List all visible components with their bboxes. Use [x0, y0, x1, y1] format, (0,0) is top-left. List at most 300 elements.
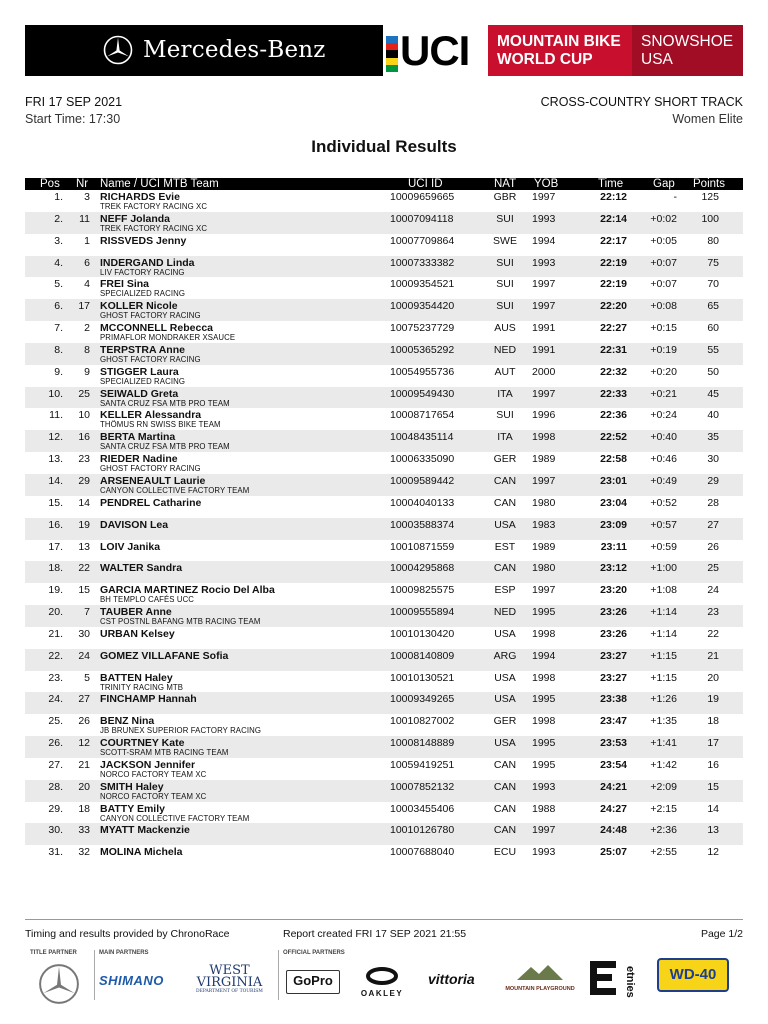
year-of-birth: 1997	[532, 387, 556, 400]
race-time: 23:27	[600, 671, 627, 684]
time-gap: +1:15	[650, 671, 677, 684]
uci-id: 10008717654	[390, 409, 455, 422]
race-time: 23:27	[600, 649, 627, 662]
points: 26	[707, 540, 719, 553]
col-nat: NAT	[494, 178, 517, 190]
points: 50	[707, 365, 719, 378]
uci-id: 10004040133	[390, 496, 455, 509]
table-row	[25, 190, 743, 212]
uci-id: 10008148889	[390, 737, 455, 750]
rider-name: FINCHAMP Hannah	[100, 693, 197, 706]
result-nr: 2	[84, 322, 90, 335]
result-nr: 14	[78, 496, 90, 509]
rider-team: PRIMAFLOR MONDRAKER XSAUCE	[100, 333, 236, 343]
uci-id: 10010130420	[390, 627, 455, 640]
nationality: CAN	[493, 758, 517, 771]
rider-name: BENZ Nina	[100, 715, 155, 728]
nationality: USA	[494, 518, 516, 531]
rider-team: SCOTT-SRAM MTB RACING TEAM	[100, 748, 229, 758]
points: 65	[707, 300, 719, 313]
race-time: 22:12	[600, 191, 627, 203]
nationality: AUT	[494, 365, 516, 378]
rider-name: BERTA Martina	[100, 431, 176, 444]
time-gap: +2:09	[650, 780, 677, 793]
race-time: 22:27	[600, 322, 627, 335]
race-date: FRI 17 SEP 2021	[25, 95, 123, 109]
race-time: 24:21	[600, 780, 627, 793]
result-pos: 21.	[48, 627, 63, 640]
table-row	[25, 452, 743, 474]
points: 17	[707, 737, 719, 750]
race-time: 24:27	[600, 802, 627, 815]
result-nr: 7	[84, 606, 90, 619]
points: 23	[707, 606, 719, 619]
wd40-logo: WD-40	[657, 958, 729, 992]
result-pos: 24.	[48, 693, 63, 706]
race-time: 24:48	[600, 824, 627, 837]
table-row	[25, 430, 743, 452]
nationality: GER	[493, 715, 517, 728]
points: 29	[707, 474, 719, 487]
time-gap: +0:15	[650, 322, 677, 335]
nationality: USA	[494, 671, 516, 684]
rider-team: GHOST FACTORY RACING	[100, 354, 201, 364]
rider-name: FREI Sina	[100, 278, 150, 291]
points: 14	[707, 802, 719, 815]
year-of-birth: 1995	[532, 693, 556, 706]
table-row	[25, 408, 743, 430]
year-of-birth: 1993	[532, 212, 556, 225]
table-row	[25, 627, 743, 649]
uci-id: 10075237729	[390, 322, 455, 335]
race-time: 23:12	[600, 562, 627, 575]
points: 100	[701, 212, 719, 225]
points: 22	[707, 627, 719, 640]
uci-id: 10010827002	[390, 715, 455, 728]
mercedes-benz-wordmark: Mercedes-Benz	[143, 37, 326, 63]
gopro-logo: GoPro	[286, 970, 340, 994]
result-pos: 19.	[48, 584, 63, 597]
nationality: AUS	[494, 322, 516, 335]
rider-team: NORCO FACTORY TEAM XC	[100, 769, 207, 779]
uci-id: 10009349265	[390, 693, 455, 706]
result-pos: 13.	[48, 453, 63, 466]
rider-name: TAUBER Anne	[100, 606, 172, 619]
year-of-birth: 1989	[532, 540, 556, 553]
nationality: CAN	[493, 562, 517, 575]
result-pos: 10.	[48, 387, 63, 400]
result-pos: 1.	[54, 191, 63, 203]
mercedes-star-partner-icon	[38, 963, 80, 1005]
oakley-ellipse-icon	[365, 967, 399, 985]
result-pos: 15.	[48, 496, 63, 509]
result-pos: 29.	[48, 802, 63, 815]
result-pos: 8.	[54, 343, 63, 356]
rider-team: NORCO FACTORY TEAM XC	[100, 791, 207, 801]
race-time: 22:19	[600, 256, 627, 269]
result-nr: 9	[84, 365, 90, 378]
time-gap: +2:36	[650, 824, 677, 837]
result-pos: 6.	[54, 300, 63, 313]
result-nr: 16	[78, 431, 90, 444]
table-row	[25, 540, 743, 562]
result-pos: 2.	[54, 212, 63, 225]
rider-name: URBAN Kelsey	[100, 627, 175, 640]
rider-team: LIV FACTORY RACING	[100, 267, 185, 277]
rider-name: BATTY Emily	[100, 802, 165, 815]
race-time: 23:26	[600, 606, 627, 619]
rider-name: RICHARDS Evie	[100, 191, 180, 203]
nationality: GBR	[493, 191, 517, 203]
rider-team: THÖMUS RN SWISS BIKE TEAM	[100, 420, 221, 430]
result-pos: 28.	[48, 780, 63, 793]
points: 125	[701, 191, 719, 203]
race-time: 23:04	[600, 496, 627, 509]
rider-name: SEIWALD Greta	[100, 387, 179, 400]
result-nr: 15	[78, 584, 90, 597]
points: 12	[707, 846, 719, 859]
points: 24	[707, 584, 719, 597]
result-nr: 21	[78, 758, 90, 771]
year-of-birth: 2000	[532, 365, 556, 378]
mountain-icon	[515, 963, 565, 981]
rider-team: SPECIALIZED RACING	[100, 376, 185, 386]
uci-id: 10007709864	[390, 234, 455, 247]
nationality: NED	[493, 343, 517, 356]
rider-name: MYATT Mackenzie	[100, 824, 190, 837]
year-of-birth: 1997	[532, 278, 556, 291]
table-row	[25, 692, 743, 714]
nationality: SWE	[493, 234, 517, 247]
uci-id: 10009354521	[390, 278, 455, 291]
points: 35	[707, 431, 719, 444]
result-nr: 8	[84, 343, 90, 356]
table-row	[25, 496, 743, 518]
nationality: SUI	[496, 409, 514, 422]
time-gap: +0:21	[650, 387, 677, 400]
results-table-header	[25, 178, 743, 190]
uci-id: 10006335090	[390, 453, 455, 466]
race-time: 22:20	[600, 300, 627, 313]
table-row	[25, 671, 743, 693]
nationality: CAN	[493, 780, 517, 793]
rider-name: MOLINA Michela	[100, 846, 183, 859]
rider-team: JB BRUNEX SUPERIOR FACTORY RACING	[100, 726, 262, 736]
rider-name: SMITH Haley	[100, 780, 164, 793]
year-of-birth: 1989	[532, 453, 556, 466]
race-time: 23:01	[600, 474, 627, 487]
uci-id: 10007333382	[390, 256, 455, 269]
time-gap: +1:35	[650, 715, 677, 728]
time-gap: +0:19	[650, 343, 677, 356]
uci-id: 10007852132	[390, 780, 455, 793]
result-nr: 19	[78, 518, 90, 531]
time-gap: +0:46	[650, 453, 677, 466]
table-row	[25, 365, 743, 387]
table-row	[25, 605, 743, 627]
result-pos: 3.	[54, 234, 63, 247]
race-time: 22:17	[600, 234, 627, 247]
year-of-birth: 1993	[532, 256, 556, 269]
result-pos: 11.	[49, 409, 63, 422]
time-gap: +0:07	[650, 256, 677, 269]
nationality: ITA	[497, 387, 513, 400]
time-gap: +2:55	[650, 846, 677, 859]
table-row	[25, 758, 743, 780]
result-pos: 18.	[48, 562, 63, 575]
shimano-logo: SHIMANO	[99, 973, 164, 988]
points: 25	[707, 562, 719, 575]
rider-name: TERPSTRA Anne	[100, 343, 185, 356]
race-time: 23:09	[600, 518, 627, 531]
nationality: USA	[494, 693, 516, 706]
uci-id: 10010871559	[390, 540, 455, 553]
table-row	[25, 780, 743, 802]
race-time: 22:19	[600, 278, 627, 291]
table-row	[25, 845, 743, 867]
uci-id: 10009825575	[390, 584, 455, 597]
rider-name: DAVISON Lea	[100, 518, 169, 531]
race-time: 22:36	[600, 409, 627, 422]
table-row	[25, 387, 743, 409]
result-pos: 7.	[54, 322, 63, 335]
table-row	[25, 802, 743, 824]
time-gap: +0:40	[650, 431, 677, 444]
points: 16	[707, 758, 719, 771]
rider-team: SANTA CRUZ FSA MTB PRO TEAM	[100, 398, 230, 408]
nationality: USA	[494, 627, 516, 640]
result-nr: 26	[78, 715, 90, 728]
race-time: 22:52	[600, 431, 627, 444]
table-row	[25, 561, 743, 583]
col-gap: Gap	[653, 178, 675, 190]
result-nr: 22	[78, 562, 90, 575]
points: 55	[707, 343, 719, 356]
year-of-birth: 1991	[532, 322, 556, 335]
main-partners-label: MAIN PARTNERS	[99, 950, 149, 956]
west-virginia-logo: WEST VIRGINIA DEPARTMENT OF TOURISM	[196, 963, 263, 994]
result-nr: 29	[78, 474, 90, 487]
time-gap: +0:07	[650, 278, 677, 291]
points: 20	[707, 671, 719, 684]
result-pos: 25.	[48, 715, 63, 728]
points: 45	[707, 387, 719, 400]
rider-name: KELLER Alessandra	[100, 409, 202, 422]
rider-name: NEFF Jolanda	[100, 212, 171, 225]
nationality: SUI	[496, 212, 514, 225]
time-gap: +0:24	[650, 409, 677, 422]
col-yob: YOB	[534, 178, 559, 190]
rider-team: TREK FACTORY RACING XC	[100, 223, 208, 233]
uci-rainbow-stripes	[386, 36, 398, 72]
rider-name: KOLLER Nicole	[100, 300, 178, 313]
race-time: 23:53	[600, 737, 627, 750]
result-pos: 30.	[48, 824, 63, 837]
table-row	[25, 321, 743, 343]
race-time: 23:20	[600, 584, 627, 597]
nationality: ESP	[494, 584, 516, 597]
year-of-birth: 1995	[532, 606, 556, 619]
time-gap: +0:05	[650, 234, 677, 247]
points: 80	[707, 234, 719, 247]
uci-id: 10003455406	[390, 802, 455, 815]
table-row	[25, 212, 743, 234]
table-row	[25, 823, 743, 845]
rider-name: GOMEZ VILLAFANE Sofia	[100, 649, 229, 662]
race-discipline: CROSS-COUNTRY SHORT TRACK	[540, 95, 743, 109]
uci-id: 10048435114	[390, 431, 454, 444]
etnies-e-logo	[590, 961, 616, 995]
points: 27	[707, 518, 719, 531]
result-nr: 32	[78, 846, 90, 859]
result-nr: 1	[84, 234, 90, 247]
table-row	[25, 518, 743, 540]
col-nr: Nr	[76, 178, 89, 190]
rider-team: GHOST FACTORY RACING	[100, 464, 201, 474]
race-time: 22:14	[600, 212, 627, 225]
result-nr: 33	[78, 824, 90, 837]
page-number: Page 1/2	[700, 928, 743, 940]
col-uci-id: UCI ID	[408, 178, 443, 190]
rider-team: CST POSTNL BAFANG MTB RACING TEAM	[100, 617, 261, 627]
points: 28	[707, 496, 719, 509]
rider-team: BH TEMPLO CAFÉS UCC	[100, 595, 195, 605]
nationality: ECU	[493, 846, 517, 859]
uci-id: 10009659665	[390, 191, 455, 203]
points: 13	[707, 824, 719, 837]
rider-name: JACKSON Jennifer	[100, 758, 196, 771]
year-of-birth: 1997	[532, 300, 556, 313]
report-created: Report created FRI 17 SEP 2021 21:55	[283, 928, 467, 940]
time-gap: +1:14	[650, 606, 677, 619]
table-row	[25, 714, 743, 736]
rider-name: BATTEN Haley	[100, 671, 173, 684]
rider-name: PENDREL Catharine	[100, 496, 202, 509]
uci-id: 10007094118	[390, 212, 454, 225]
results-table	[25, 190, 743, 867]
time-gap: +0:20	[650, 365, 677, 378]
time-gap: +0:49	[650, 474, 677, 487]
result-pos: 23.	[48, 671, 63, 684]
timing-credit: Timing and results provided by ChronoRace	[25, 928, 230, 940]
year-of-birth: 1988	[532, 802, 556, 815]
time-gap: +0:59	[650, 540, 677, 553]
year-of-birth: 1994	[532, 234, 556, 247]
race-category: Women Elite	[672, 112, 743, 126]
uci-id: 10009589442	[390, 474, 455, 487]
rider-name: COURTNEY Kate	[100, 737, 185, 750]
uci-id: 10004295868	[390, 562, 455, 575]
result-pos: 27.	[48, 758, 63, 771]
year-of-birth: 1996	[532, 409, 556, 422]
table-row	[25, 583, 743, 605]
rider-name: INDERGAND Linda	[100, 256, 195, 269]
year-of-birth: 1995	[532, 737, 556, 750]
year-of-birth: 1995	[532, 758, 556, 771]
rider-name: LOIV Janika	[100, 540, 161, 553]
nationality: NED	[493, 606, 517, 619]
nationality: CAN	[493, 496, 517, 509]
result-nr: 30	[78, 627, 90, 640]
uci-id: 10009555894	[390, 606, 455, 619]
points: 70	[707, 278, 719, 291]
mountain-playground-logo: MOUNTAIN PLAYGROUND	[505, 963, 575, 997]
result-nr: 3	[84, 191, 90, 203]
race-time: 25:07	[600, 846, 627, 859]
uci-id: 10009549430	[390, 387, 455, 400]
uci-id: 10010126780	[390, 824, 455, 837]
rider-team: CANYON COLLECTIVE FACTORY TEAM	[100, 813, 250, 823]
uci-id: 10003588374	[390, 518, 455, 531]
rider-team: TREK FACTORY RACING XC	[100, 202, 208, 211]
race-time: 23:47	[600, 715, 627, 728]
col-name: Name / UCI MTB Team	[100, 178, 219, 190]
nationality: SUI	[496, 278, 514, 291]
nationality: ITA	[497, 431, 513, 444]
year-of-birth: 1991	[532, 343, 556, 356]
table-row	[25, 277, 743, 299]
points: 21	[707, 649, 719, 662]
rider-team: SANTA CRUZ FSA MTB PRO TEAM	[100, 442, 230, 452]
table-row	[25, 474, 743, 496]
race-time: 23:26	[600, 627, 627, 640]
time-gap: +2:15	[650, 802, 677, 815]
result-pos: 31.	[48, 846, 63, 859]
result-nr: 12	[78, 737, 90, 750]
rider-team: GHOST FACTORY RACING	[100, 311, 201, 321]
uci-id: 10010130521	[390, 671, 455, 684]
time-gap: +1:14	[650, 627, 677, 640]
time-gap: +1:00	[650, 562, 677, 575]
time-gap: +1:08	[650, 584, 677, 597]
rider-name: MCCONNELL Rebecca	[100, 322, 213, 335]
col-points: Points	[693, 178, 725, 190]
time-gap: -	[673, 191, 677, 203]
result-pos: 20.	[48, 606, 63, 619]
table-row	[25, 736, 743, 758]
year-of-birth: 1980	[532, 496, 556, 509]
nationality: CAN	[493, 824, 517, 837]
result-nr: 18	[78, 802, 90, 815]
points: 40	[707, 409, 719, 422]
uci-id: 10009354420	[390, 300, 455, 313]
year-of-birth: 1997	[532, 824, 556, 837]
rider-name: STIGGER Laura	[100, 365, 179, 378]
time-gap: +1:41	[650, 737, 677, 750]
uci-id: 10008140809	[390, 649, 455, 662]
result-pos: 12.	[48, 431, 63, 444]
uci-id: 10005365292	[390, 343, 455, 356]
nationality: USA	[494, 737, 516, 750]
uci-id: 10054955736	[390, 365, 455, 378]
result-nr: 5	[84, 671, 90, 684]
result-nr: 11	[79, 212, 90, 225]
rider-team: SPECIALIZED RACING	[100, 289, 185, 299]
result-nr: 17	[78, 300, 90, 313]
nationality: GER	[493, 453, 517, 466]
result-nr: 4	[84, 278, 90, 291]
etnies-wordmark: etnies	[624, 966, 636, 998]
result-pos: 16.	[48, 518, 63, 531]
table-row	[25, 343, 743, 365]
uci-id: 10007688040	[390, 846, 455, 859]
rider-name: ARSENEAULT Laurie	[100, 474, 206, 487]
points: 30	[707, 453, 719, 466]
race-time: 22:32	[600, 365, 627, 378]
year-of-birth: 1998	[532, 715, 556, 728]
uci-id: 10059419251	[390, 758, 455, 771]
rider-team: TRINITY RACING MTB	[100, 682, 184, 692]
